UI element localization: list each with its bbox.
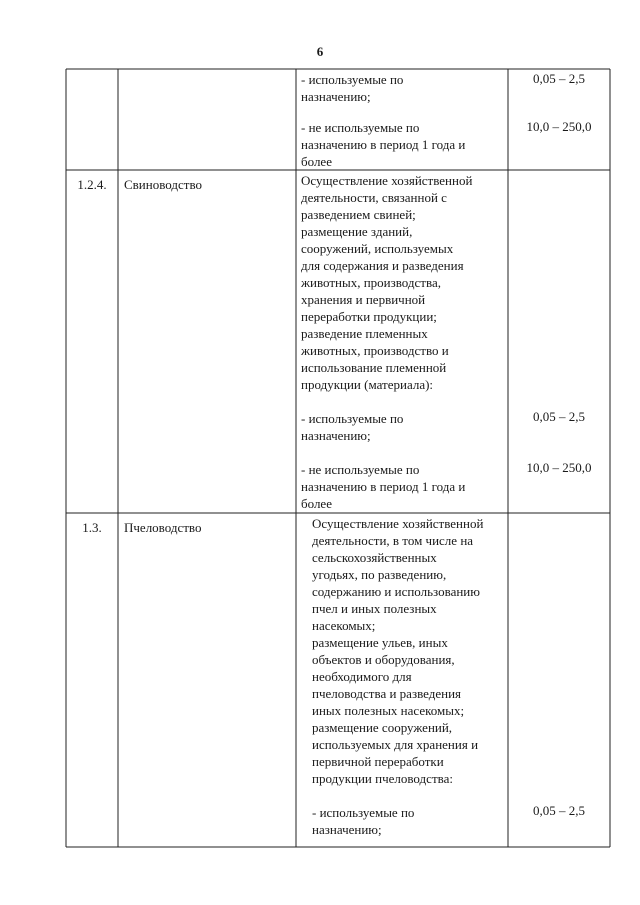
row-number: 1.2.4. — [77, 177, 107, 192]
description-paragraph: - используемые по назначению; — [301, 411, 404, 443]
description-paragraph: - не используемые по назначению в период 1 года и более — [301, 462, 466, 511]
value-range: 10,0 – 250,0 — [526, 460, 592, 475]
cell-number — [66, 170, 118, 513]
description-paragraph: - используемые по назначению; — [312, 805, 415, 837]
cell-name — [118, 170, 296, 513]
value-range: 10,0 – 250,0 — [526, 119, 592, 134]
cell-values — [508, 513, 610, 847]
row-name: Свиноводство — [124, 177, 203, 192]
description-paragraph: - используемые по назначению; — [301, 72, 404, 104]
cell-description — [296, 170, 508, 513]
description-paragraph: - не используемые по назначению в период 1 года и более — [301, 120, 466, 169]
value-range: 0,05 – 2,5 — [533, 71, 585, 86]
cell-number — [66, 513, 118, 847]
value-range: 0,05 – 2,5 — [533, 409, 585, 424]
table-row — [66, 69, 610, 170]
cell-description — [296, 513, 508, 847]
cell-description — [296, 69, 508, 170]
description-paragraph: Осуществление хозяйственной деятельности, связанной с разведением свиней; размещение зданий, сооружений, используемых для содержания и разведения животных, производства, хранения и первичной переработки продукции; разведение племенных животных, производство и использование племенной продукции (материала): — [301, 173, 473, 392]
page-number: 6 — [316, 44, 324, 59]
cell-values — [508, 170, 610, 513]
cell-number — [66, 69, 118, 170]
description-paragraph: Осуществление хозяйственной деятельности, в том числе на сельскохозяйственных угодьях, по разведению, содержанию и использованию пчел и иных полезных насекомых; размещение ульев, иных объектов и оборудования, необходимого для пчеловодства и разведения иных полезных насекомых; размещение сооружений, используемых для хранения и первичной переработки продукции пчеловодства: — [312, 516, 484, 786]
table-row — [66, 170, 610, 513]
table-row — [66, 513, 610, 847]
value-range: 0,05 – 2,5 — [533, 803, 585, 818]
row-number: 1.3. — [82, 520, 102, 535]
row-name: Пчеловодство — [124, 520, 202, 535]
cell-name — [118, 513, 296, 847]
cell-values — [508, 69, 610, 170]
cell-name — [118, 69, 296, 170]
